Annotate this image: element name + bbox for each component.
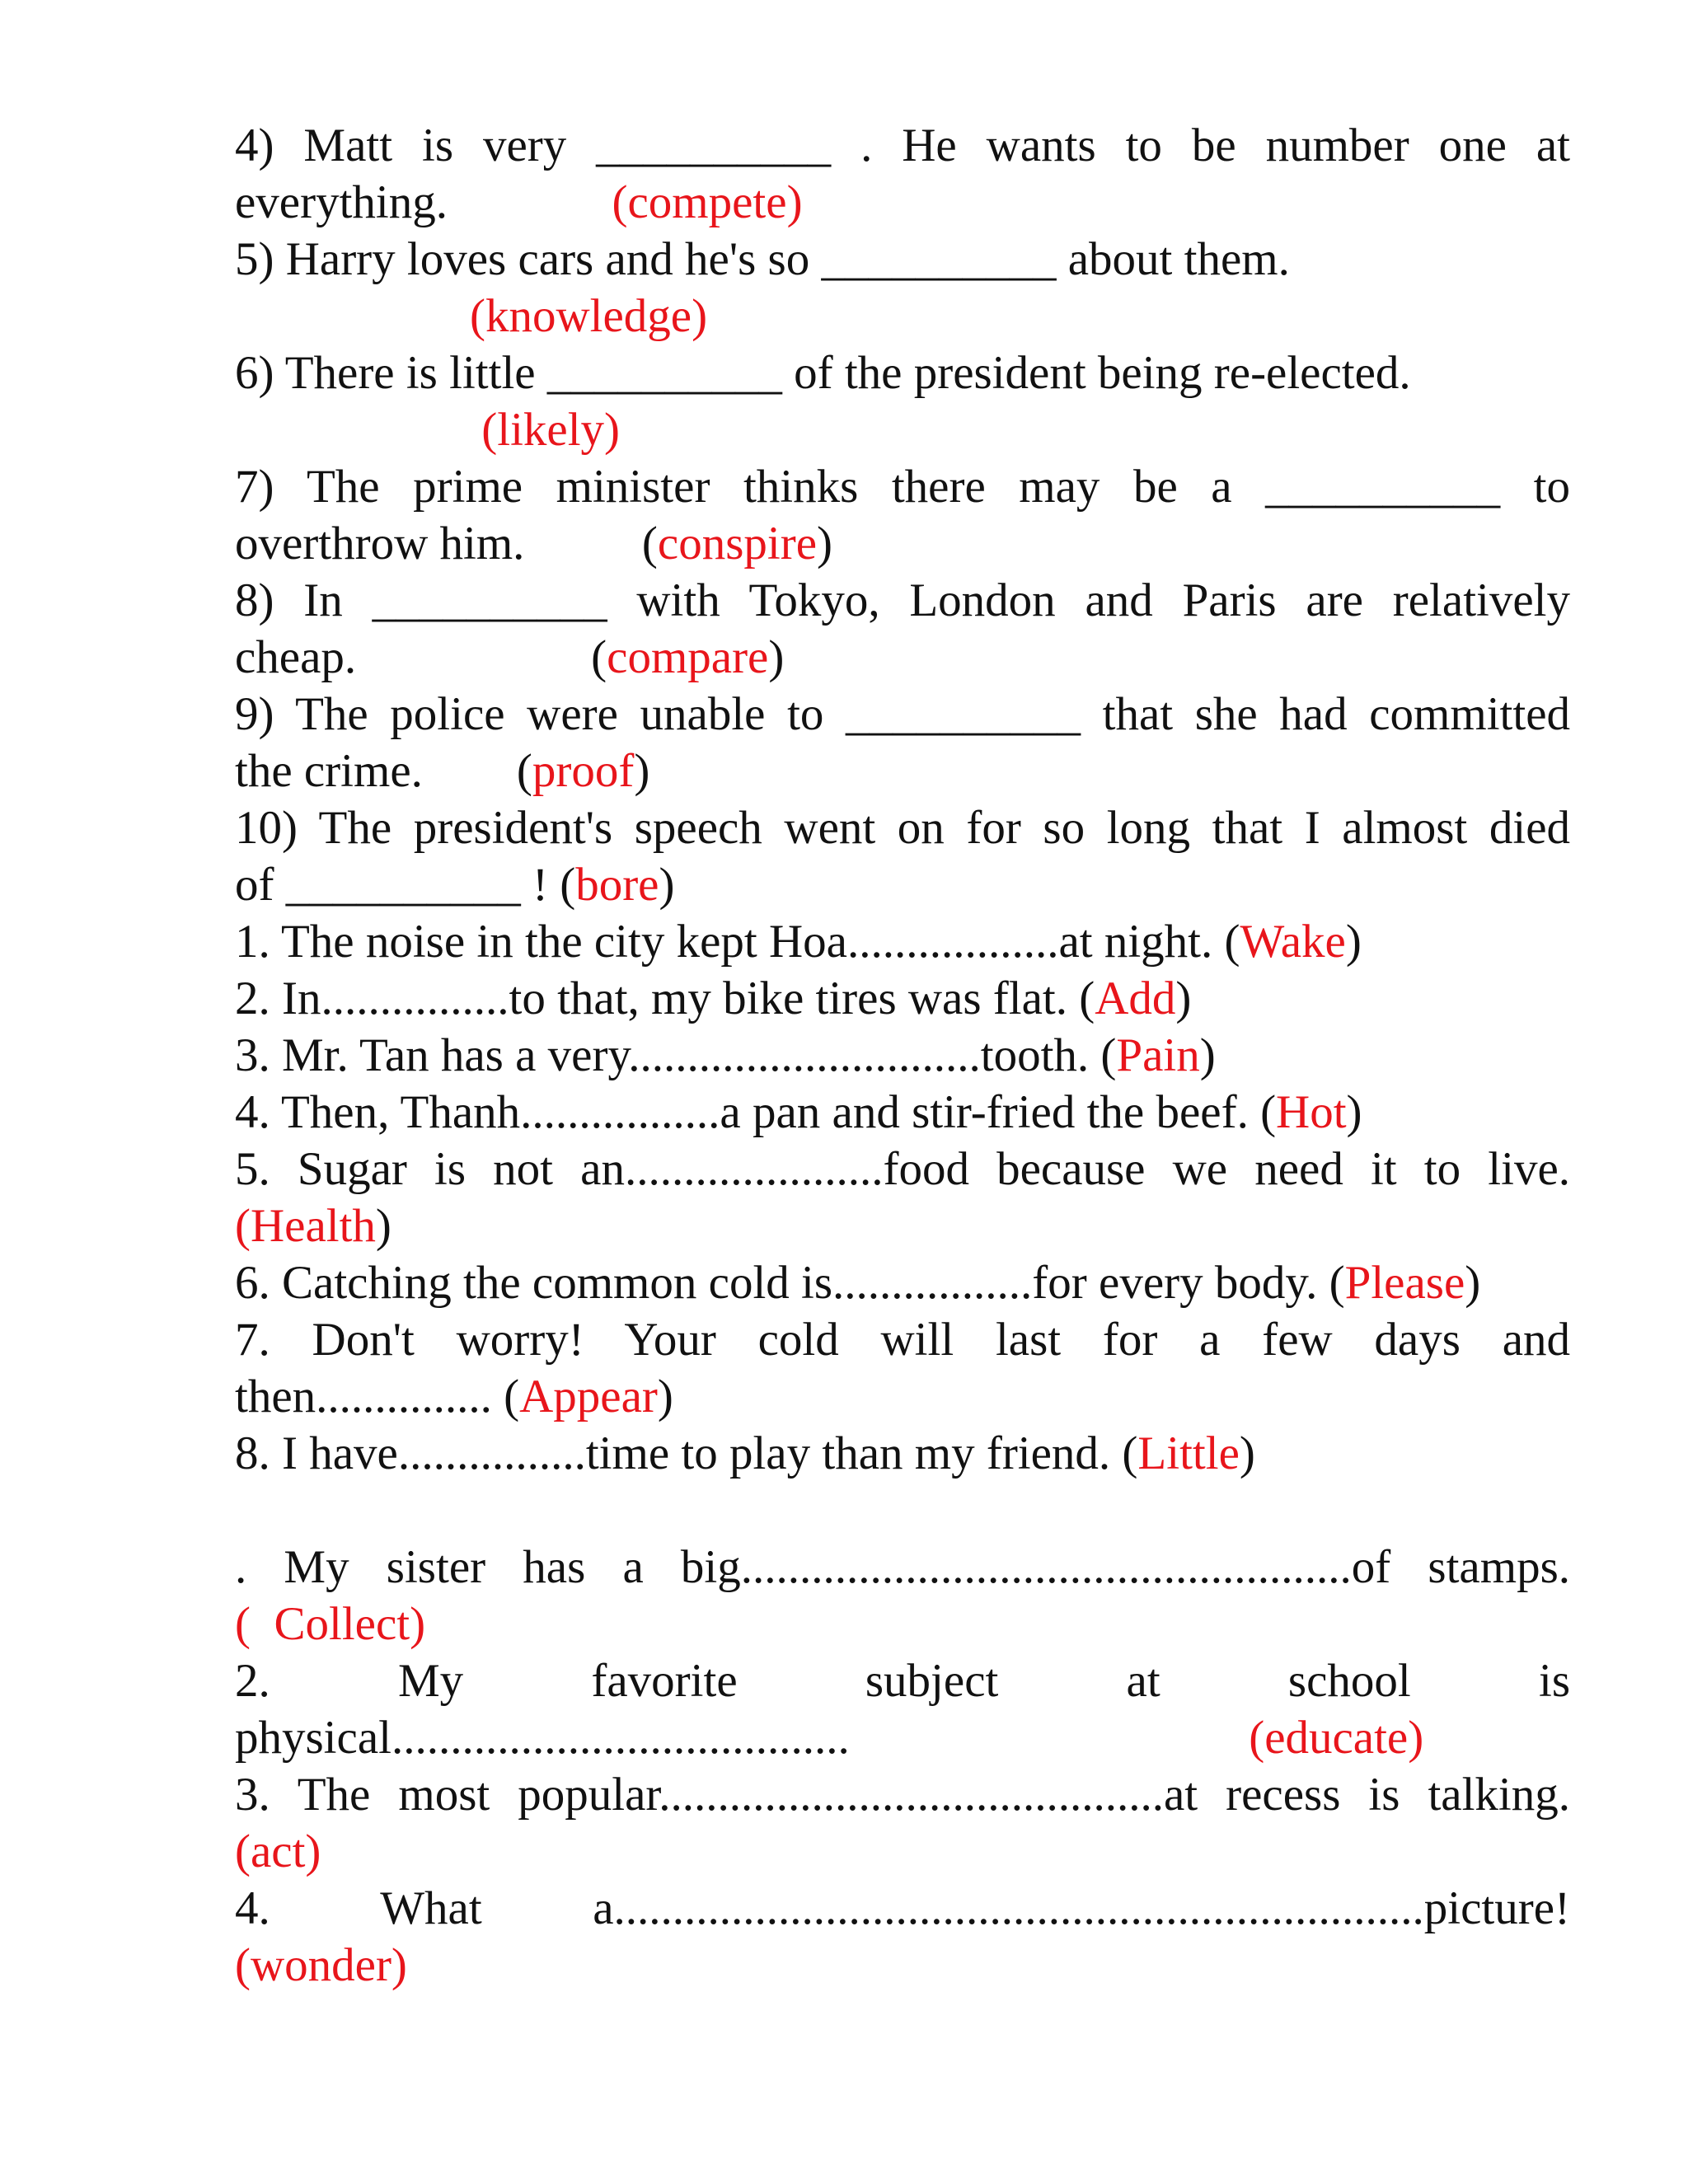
exercise-line [235, 629, 1570, 686]
word-hint: Appear [519, 1371, 658, 1422]
word-hint: (educate) [1249, 1712, 1424, 1764]
sentence-text: 2. In................to that, my bike tires was flat. ( [235, 972, 1095, 1024]
sentence-text: ) [375, 1200, 392, 1252]
sentence-text: ) [659, 859, 675, 911]
exercise-line [235, 1425, 1570, 1482]
word-hint: (compete) [612, 176, 803, 228]
exercise-line [235, 1709, 1570, 1766]
exercise-line [235, 1254, 1570, 1311]
sentence-text: ) [1346, 1086, 1362, 1138]
exercise-line [235, 1084, 1570, 1141]
exercise-line [235, 913, 1570, 970]
exercise-line [235, 401, 1570, 458]
exercise-line [235, 743, 1570, 799]
sentence-text: 9) The police were unable to __________ that she had committed [235, 688, 1570, 740]
sentence-text: ) [1199, 1029, 1216, 1081]
word-hint: Health [250, 1200, 376, 1252]
exercise-line [235, 1937, 1570, 1994]
word-hint: ( [235, 1200, 251, 1252]
sentence-text: 8. I have................time to play than my friend. ( [235, 1427, 1138, 1479]
exercise-line [235, 1880, 1570, 1937]
sentence-text: the crime. ( [235, 745, 532, 797]
sentence-text: 7. Don't worry! Your cold will last for a few days and [235, 1314, 1570, 1366]
exercise-line [235, 117, 1570, 174]
exercise-line [235, 1141, 1570, 1197]
exercise-line [235, 1311, 1570, 1368]
word-hint: proof [532, 745, 635, 797]
exercise-line [235, 174, 1570, 231]
exercise-line [235, 1652, 1570, 1709]
sentence-text: ) [1465, 1257, 1481, 1309]
exercise-line [235, 1539, 1570, 1596]
exercise-line [235, 1823, 1570, 1880]
worksheet-page [235, 117, 1570, 1994]
sentence-text: 5. Sugar is not an......................food because we need it to live. [235, 1143, 1570, 1195]
sentence-text: 7) The prime minister thinks there may be a __________ to [235, 461, 1570, 513]
sentence-text [235, 290, 470, 342]
word-hint: (knowledge) [470, 290, 708, 342]
sentence-text: overthrow him. ( [235, 518, 658, 569]
word-hint: bore [575, 859, 659, 911]
sentence-text: physical....................................... [235, 1712, 1250, 1764]
word-hint: Little [1137, 1427, 1240, 1479]
sentence-text: 4. What a.....................................................................picture! [235, 1882, 1570, 1934]
sentence-text: ) [1239, 1427, 1255, 1479]
word-hint: Wake [1240, 916, 1346, 968]
sentence-text: ) [634, 745, 650, 797]
sentence-text: 10) The president's speech went on for so long that I almost died [235, 802, 1570, 854]
sentence-text: ) [1345, 916, 1362, 968]
exercise-line [235, 344, 1570, 401]
word-hint: conspire [657, 518, 818, 569]
exercise-line [235, 515, 1570, 572]
sentence-text: 5) Harry loves cars and he's so __________ about them. [235, 233, 1290, 285]
sentence-text: ) [768, 631, 785, 683]
sentence-text: 4. Then, Thanh.................a pan and stir-fried the beef. ( [235, 1086, 1277, 1138]
sentence-text: 6) There is little __________ of the president being re-elected. [235, 347, 1411, 399]
sentence-text: 3. Mr. Tan has a very..............................tooth. ( [235, 1029, 1117, 1081]
exercise-line [235, 856, 1570, 913]
sentence-text: 2. My favorite subject at school is [235, 1655, 1570, 1707]
blank-line [235, 1482, 1570, 1539]
sentence-text: everything. [235, 176, 612, 228]
exercise-line [235, 458, 1570, 515]
sentence-text: ) [1175, 972, 1192, 1024]
exercise-line [235, 1596, 1570, 1652]
word-hint: Pain [1116, 1029, 1200, 1081]
word-hint: Add [1095, 972, 1176, 1024]
sentence-text: 4) Matt is very __________ . He wants to be number one at [235, 120, 1570, 171]
exercise-line [235, 799, 1570, 856]
word-hint: Please [1344, 1257, 1465, 1309]
sentence-text: . My sister has a big....................................................of stamps. [235, 1541, 1570, 1593]
word-hint: (wonder) [235, 1939, 407, 1991]
sentence-text: ) [817, 518, 833, 569]
word-hint: Hot [1276, 1086, 1347, 1138]
sentence-text [235, 404, 481, 456]
sentence-text: cheap. ( [235, 631, 607, 683]
sentence-text: 1. The noise in the city kept Hoa..................at night. ( [235, 916, 1240, 968]
sentence-text: 8) In __________ with Tokyo, London and Paris are relatively [235, 574, 1570, 626]
word-hint: compare [607, 631, 769, 683]
exercise-line [235, 1197, 1570, 1254]
word-hint: ( Collect) [235, 1598, 426, 1650]
word-hint: (likely) [481, 404, 621, 456]
sentence-text: then............... ( [235, 1371, 520, 1422]
exercise-line [235, 231, 1570, 288]
exercise-line [235, 1766, 1570, 1823]
exercise-line [235, 686, 1570, 743]
exercise-line [235, 288, 1570, 344]
exercise-line [235, 1368, 1570, 1425]
exercise-line [235, 970, 1570, 1027]
sentence-text: of __________ ! ( [235, 859, 576, 911]
sentence-text: ) [657, 1371, 673, 1422]
exercise-line [235, 572, 1570, 629]
sentence-text: 6. Catching the common cold is.................for every body. ( [235, 1257, 1345, 1309]
exercise-line [235, 1027, 1570, 1084]
word-hint: (act) [235, 1825, 321, 1877]
sentence-text: 3. The most popular...........................................at recess is talking. [235, 1769, 1570, 1821]
